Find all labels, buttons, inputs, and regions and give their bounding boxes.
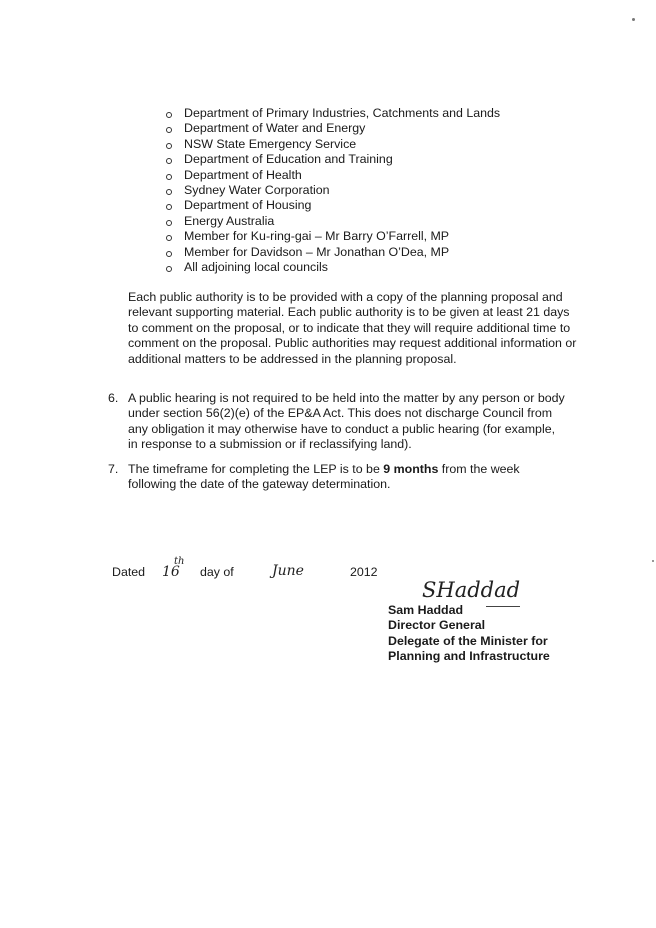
list-item [160, 245, 500, 260]
list-item-text: Department of Education and Training [184, 152, 393, 167]
scan-speck [632, 18, 635, 21]
item-text-part: The timeframe for completing the LEP is to be [128, 462, 384, 476]
list-item-text: Member for Ku-ring-gai – Mr Barry O’Farrell, MP [184, 229, 450, 244]
scan-speck [652, 560, 654, 562]
list-item-text: Department of Health [184, 167, 302, 182]
list-item [160, 121, 500, 136]
list-item [160, 168, 500, 183]
item-text [128, 462, 568, 493]
signatory-name: Sam Haddad [388, 603, 464, 617]
signatory-block [388, 603, 550, 665]
handwritten-signature: SHaddad [422, 578, 521, 602]
bullet-icon [166, 112, 172, 118]
list-item [160, 183, 500, 198]
bullet-icon [166, 158, 172, 164]
item-number: 7. [108, 462, 119, 476]
list-item-text: All adjoining local councils [184, 260, 328, 275]
bullet-icon [166, 251, 172, 257]
authority-list [160, 106, 500, 275]
list-item-text: NSW State Emergency Service [184, 136, 357, 151]
list-item-text: Member for Davidson – Mr Jonathan O’Dea, MP [184, 244, 450, 259]
list-item-text: Department of Primary Industries, Catchments and Lands [184, 106, 501, 120]
bullet-icon [166, 127, 172, 133]
bullet-icon [166, 220, 172, 226]
list-item [160, 260, 500, 275]
list-item-text: Energy Australia [184, 213, 275, 228]
list-item [160, 152, 500, 167]
list-item-text: Department of Housing [184, 198, 312, 213]
item-text: A public hearing is not required to be held into the matter by any person or body under section 56(2)(e) of the EP&A Act. This does not discharge Council from any obligation it may otherwise have to conduct a public hearing (for example, in response to a submission or if reclassifying land). [128, 391, 565, 452]
bullet-icon [166, 189, 172, 195]
signatory-role-line-2: Planning and Infrastructure [388, 649, 550, 664]
list-item [160, 137, 500, 152]
dated-label: Dated [112, 565, 146, 579]
item-text-bold: 9 months [383, 462, 439, 476]
bullet-icon [166, 235, 172, 241]
dated-month-handwritten: June [272, 563, 304, 579]
dated-day-suffix-handwritten: th [174, 556, 185, 567]
bullet-icon [166, 143, 172, 149]
bullet-icon [166, 174, 172, 180]
list-item [160, 229, 500, 244]
dated-day-handwritten: 16 [162, 564, 180, 580]
bullet-icon [166, 204, 172, 210]
dated-line [112, 556, 412, 592]
list-item [160, 214, 500, 229]
dated-day-of: day of [200, 565, 234, 579]
item-number: 6. [108, 391, 119, 405]
authority-paragraph: Each public authority is to be provided with a copy of the planning proposal and relevant supporting material. Each public authority is to be given at least 21 days to comment on the proposal, or to indicate that they will require additional time to comment on the proposal. Public authorities may request additional information or additional matters to be addressed in the planning proposal. [128, 290, 577, 366]
list-item-text: Department of Water and Energy [184, 121, 366, 136]
item-text-part: from the week following the date of the gateway determination. [128, 462, 520, 492]
signatory-role-line-1: Delegate of the Minister for [388, 633, 548, 648]
list-item [160, 106, 500, 121]
dated-year: 2012 [350, 565, 378, 579]
list-item-text: Sydney Water Corporation [184, 183, 330, 198]
signatory-title: Director General [388, 618, 486, 633]
list-item [160, 198, 500, 213]
bullet-icon [166, 266, 172, 272]
